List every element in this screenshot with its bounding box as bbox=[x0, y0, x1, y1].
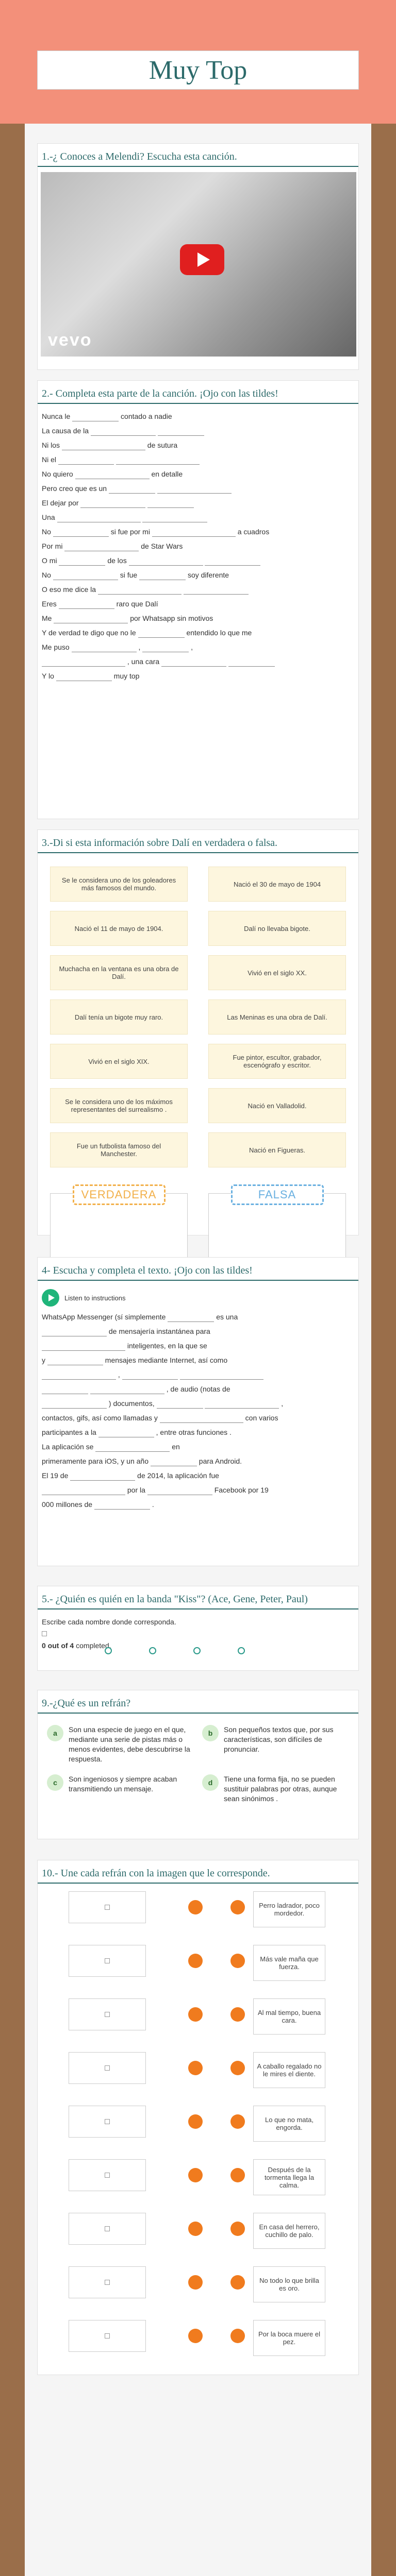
option-letter: a bbox=[47, 1725, 63, 1741]
line-text: primeramente para iOS, y un año bbox=[42, 1457, 148, 1465]
line-text: si fue por mi bbox=[110, 528, 150, 536]
line-text: para Android. bbox=[199, 1457, 242, 1465]
fill-line bbox=[38, 1353, 358, 1367]
line-text: Y lo bbox=[42, 672, 54, 680]
line-text: , bbox=[118, 1370, 120, 1379]
header-banner bbox=[0, 0, 396, 124]
line-text: , bbox=[191, 643, 193, 651]
fill-line bbox=[38, 611, 358, 625]
fill-line bbox=[38, 423, 358, 438]
fill-line bbox=[38, 625, 358, 640]
line-text: Facebook por 19 bbox=[214, 1486, 269, 1494]
title-box bbox=[37, 50, 359, 90]
line-text: O mi bbox=[42, 556, 57, 565]
line-text: Nunca le bbox=[42, 412, 71, 420]
line-text: de 2014, la aplicación fue bbox=[137, 1471, 219, 1480]
proverb-box[interactable]: Más vale maña que fuerza. bbox=[253, 1945, 325, 1981]
blank-input[interactable] bbox=[139, 573, 186, 580]
match-dot[interactable] bbox=[230, 2114, 245, 2129]
worksheet bbox=[25, 124, 371, 2576]
section-heading: 4- Escucha y completa el texto. ¡Ojo con las tildes! bbox=[38, 1258, 358, 1281]
play-icon[interactable] bbox=[180, 244, 224, 275]
line-text: 000 millones de bbox=[42, 1500, 93, 1509]
line-text: Y de verdad te digo que no le bbox=[42, 629, 136, 637]
fill-line bbox=[38, 481, 358, 496]
statement-card[interactable]: Muchacha en la ventana es una obra de Dalí. bbox=[50, 955, 188, 990]
statement-cards bbox=[38, 858, 358, 1176]
line-text: No bbox=[42, 571, 51, 579]
fill-line bbox=[38, 1396, 358, 1411]
blank-input[interactable] bbox=[109, 486, 155, 494]
section-heading: 9.-¿Qué es un refrán? bbox=[38, 1690, 358, 1714]
blank-input[interactable] bbox=[53, 573, 118, 580]
match-dot[interactable] bbox=[188, 2329, 203, 2343]
image-box[interactable] bbox=[69, 2106, 146, 2138]
option-text: Son una especie de juego en el que, mediante una serie de pistas más o menos evidentes, debe descubrirse la respuesta. bbox=[69, 1725, 190, 1763]
match-dot[interactable] bbox=[230, 1954, 245, 1968]
radio-2[interactable] bbox=[149, 1647, 156, 1654]
line-text: , entre otras funciones . bbox=[156, 1428, 232, 1436]
blank-input[interactable] bbox=[56, 674, 112, 681]
proverb-box[interactable]: Después de la tormenta llega la calma. bbox=[253, 2159, 325, 2195]
section-3 bbox=[37, 829, 359, 1235]
blank-input[interactable] bbox=[147, 501, 194, 508]
fill-line bbox=[38, 524, 358, 539]
statement-card[interactable]: Nació el 30 de mayo de 1904 bbox=[208, 867, 346, 902]
line-text: No quiero bbox=[42, 470, 73, 478]
page-title: Muy Top bbox=[148, 55, 248, 85]
vevo-logo: vevo bbox=[48, 330, 92, 350]
option-text: Son pequeños textos que, por sus características, son difíciles de pronunciar. bbox=[224, 1725, 334, 1753]
broken-image-icon bbox=[38, 1629, 358, 1638]
section-9 bbox=[37, 1690, 359, 1839]
match-dot[interactable] bbox=[230, 2222, 245, 2236]
fill-line bbox=[38, 452, 358, 467]
line-text: raro que Dalí bbox=[116, 600, 158, 608]
option-letter: b bbox=[202, 1725, 219, 1741]
line-text: WhatsApp Messenger (sí simplemente bbox=[42, 1313, 166, 1321]
blank-input[interactable] bbox=[157, 1401, 203, 1409]
image-box[interactable] bbox=[69, 1998, 146, 2030]
fill-line bbox=[38, 539, 358, 553]
line-text: No bbox=[42, 528, 51, 536]
fill-line bbox=[38, 553, 358, 568]
statement-card[interactable]: Vivió en el siglo XX. bbox=[208, 955, 346, 990]
line-text: en bbox=[172, 1443, 180, 1451]
section-heading: 5.- ¿Quién es quién en la banda "Kiss"? (Ace, Gene, Peter, Paul) bbox=[38, 1586, 358, 1609]
broken-image-icon bbox=[105, 2333, 110, 2338]
fill-line bbox=[38, 438, 358, 452]
score-tail: completed. bbox=[74, 1641, 111, 1650]
match-dot[interactable] bbox=[188, 1954, 203, 1968]
line-text: a cuadros bbox=[237, 528, 270, 536]
match-dot[interactable] bbox=[230, 2329, 245, 2343]
fill-line bbox=[38, 597, 358, 611]
statement-card[interactable]: Nació en Figueras. bbox=[208, 1132, 346, 1167]
match-dot[interactable] bbox=[188, 2168, 203, 2182]
whatsapp-fill-in bbox=[38, 1310, 358, 1512]
section-10 bbox=[37, 1860, 359, 2375]
blank-input[interactable] bbox=[80, 501, 145, 508]
fill-line bbox=[38, 1324, 358, 1338]
broken-image-icon bbox=[105, 2280, 110, 2285]
line-text: Me bbox=[42, 614, 52, 622]
line-text: La causa de la bbox=[42, 427, 89, 435]
image-box[interactable] bbox=[69, 1945, 146, 1977]
broken-image-icon bbox=[105, 2119, 110, 2124]
listen-button[interactable] bbox=[38, 1286, 358, 1310]
section-5 bbox=[37, 1586, 359, 1671]
line-text: Ni los bbox=[42, 441, 60, 449]
blank-input[interactable] bbox=[95, 1445, 170, 1452]
blank-input[interactable] bbox=[94, 1502, 150, 1510]
line-text: es una bbox=[216, 1313, 238, 1321]
section-heading: 3.-Di si esta información sobre Dalí en verdadera o falsa. bbox=[38, 830, 358, 853]
statement-card[interactable]: Dalí no llevaba bigote. bbox=[208, 911, 346, 946]
blank-input[interactable] bbox=[72, 645, 137, 652]
blank-input[interactable] bbox=[98, 1430, 154, 1437]
false-label: FALSA bbox=[231, 1184, 324, 1205]
line-text: contado a nadie bbox=[121, 412, 172, 420]
line-text: por la bbox=[127, 1486, 145, 1494]
blank-input[interactable] bbox=[157, 486, 232, 494]
blank-input[interactable] bbox=[42, 1329, 107, 1336]
fill-line bbox=[38, 1425, 358, 1439]
options-grid bbox=[38, 1719, 358, 1810]
instruction: Escribe cada nombre donde corresponda. bbox=[42, 1618, 176, 1626]
statement-card[interactable]: Nació en Valladolid. bbox=[208, 1088, 346, 1123]
blank-input[interactable] bbox=[116, 457, 200, 465]
line-text: en detalle bbox=[151, 470, 183, 478]
fill-line bbox=[38, 1468, 358, 1483]
statement-card[interactable]: Se le considera uno de los goleadores más famosos del mundo. bbox=[50, 867, 188, 902]
blank-input[interactable] bbox=[129, 558, 203, 566]
match-dot[interactable] bbox=[188, 2061, 203, 2075]
image-box[interactable] bbox=[69, 1891, 146, 1923]
blank-input[interactable] bbox=[42, 1488, 125, 1495]
blank-input[interactable] bbox=[62, 443, 145, 450]
statement-card[interactable]: Vivió en el siglo XIX. bbox=[50, 1044, 188, 1079]
blank-input[interactable] bbox=[90, 1387, 164, 1394]
line-text: . bbox=[152, 1500, 154, 1509]
blank-input[interactable] bbox=[205, 1401, 279, 1409]
fill-line bbox=[38, 1497, 358, 1512]
proverb-box[interactable]: Lo que no mata, engorda. bbox=[253, 2106, 325, 2142]
line-text: contactos, gifs, así como llamadas y bbox=[42, 1414, 158, 1422]
line-text: ) documentos, bbox=[108, 1399, 155, 1408]
blank-input[interactable] bbox=[53, 530, 109, 537]
line-text: con varios bbox=[245, 1414, 278, 1422]
line-text: soy diferente bbox=[187, 571, 229, 579]
option-letter: d bbox=[202, 1774, 219, 1791]
blank-input[interactable] bbox=[72, 414, 119, 421]
fill-line bbox=[38, 1338, 358, 1353]
line-text: de los bbox=[107, 556, 127, 565]
blank-input[interactable] bbox=[180, 1372, 263, 1380]
line-text: Me puso bbox=[42, 643, 70, 651]
line-text: de sutura bbox=[147, 441, 178, 449]
proverb-box[interactable]: A caballo regalado no le mires el diente. bbox=[253, 2052, 325, 2088]
section-1 bbox=[37, 143, 359, 370]
line-text: , de audio (notas de bbox=[166, 1385, 230, 1393]
fill-line bbox=[38, 496, 358, 510]
blank-input[interactable] bbox=[75, 472, 150, 479]
blank-input[interactable] bbox=[42, 1401, 107, 1409]
line-text: Por mi bbox=[42, 542, 63, 550]
fill-line bbox=[38, 1367, 358, 1382]
fill-line bbox=[38, 1411, 358, 1425]
option-letter: c bbox=[47, 1774, 63, 1791]
statement-card[interactable]: Las Meninas es una obra de Dalí. bbox=[208, 999, 346, 1035]
play-icon[interactable] bbox=[42, 1289, 59, 1307]
line-text: , bbox=[138, 643, 141, 651]
blank-input[interactable] bbox=[57, 515, 141, 522]
blank-input[interactable] bbox=[152, 530, 236, 537]
blank-input[interactable] bbox=[142, 515, 207, 522]
blank-input[interactable] bbox=[91, 429, 156, 436]
option-text: Tiene una forma fija, no se pueden sustituir palabras por otras, aunque sean sinónimos . bbox=[224, 1775, 337, 1803]
fill-line bbox=[38, 510, 358, 524]
blank-input[interactable] bbox=[42, 1387, 88, 1394]
blank-input[interactable] bbox=[151, 1459, 197, 1466]
statement-card[interactable]: Fue un futbolista famoso del Manchester. bbox=[50, 1132, 188, 1167]
option-item[interactable] bbox=[202, 1774, 349, 1804]
line-text: de Star Wars bbox=[141, 542, 183, 550]
blank-input[interactable] bbox=[98, 587, 182, 595]
blank-input[interactable] bbox=[160, 1416, 243, 1423]
broken-image-icon bbox=[105, 1905, 110, 1910]
broken-image-icon bbox=[105, 2226, 110, 2231]
blank-input[interactable] bbox=[42, 1344, 125, 1351]
section-2 bbox=[37, 380, 359, 819]
radio-4[interactable] bbox=[238, 1647, 245, 1654]
fill-line bbox=[38, 1439, 358, 1454]
blank-input[interactable] bbox=[138, 631, 185, 638]
section-heading: 2.- Completa esta parte de la canción. ¡Ojo con las tildes! bbox=[38, 381, 358, 404]
statement-card[interactable]: Se le considera uno de los máximos representantes del surrealismo . bbox=[50, 1088, 188, 1123]
line-text: si fue bbox=[120, 571, 138, 579]
option-item[interactable] bbox=[47, 1725, 194, 1764]
fill-line bbox=[38, 640, 358, 654]
proverb-box[interactable]: Por la boca muere el pez. bbox=[253, 2320, 325, 2356]
image-box[interactable] bbox=[69, 2213, 146, 2245]
blank-input[interactable] bbox=[228, 659, 275, 667]
line-text: entendido lo que me bbox=[186, 629, 252, 637]
radio-1[interactable] bbox=[105, 1647, 112, 1654]
statement-card[interactable]: Nació el 11 de mayo de 1904. bbox=[50, 911, 188, 946]
match-dot[interactable] bbox=[188, 1900, 203, 1914]
match-dot[interactable] bbox=[188, 2222, 203, 2236]
blank-input[interactable] bbox=[64, 544, 139, 551]
lyrics-fill-in bbox=[38, 409, 358, 683]
blank-input[interactable] bbox=[70, 1473, 135, 1481]
match-dot[interactable] bbox=[230, 2275, 245, 2290]
match-dot[interactable] bbox=[230, 2168, 245, 2182]
blank-input[interactable] bbox=[54, 616, 128, 623]
statement-card[interactable]: Dalí tenía un bigote muy raro. bbox=[50, 999, 188, 1035]
match-dot[interactable] bbox=[230, 2007, 245, 2022]
broken-image-icon bbox=[105, 1958, 110, 1963]
line-text: de mensajería instantánea para bbox=[108, 1327, 210, 1335]
blank-input[interactable] bbox=[168, 1315, 214, 1322]
video-player[interactable] bbox=[41, 172, 356, 357]
line-text: mensajes mediante Internet, así como bbox=[105, 1356, 228, 1364]
blank-input[interactable] bbox=[47, 1358, 103, 1365]
true-label: VERDADERA bbox=[73, 1184, 166, 1205]
line-text: Eres bbox=[42, 600, 57, 608]
option-item[interactable] bbox=[202, 1725, 349, 1764]
option-text: Son ingeniosos y siempre acaban transmitiendo un mensaje. bbox=[69, 1775, 177, 1793]
listen-label: Listen to instructions bbox=[64, 1294, 126, 1302]
fill-line bbox=[38, 1382, 358, 1396]
match-dot[interactable] bbox=[188, 2114, 203, 2129]
image-box[interactable] bbox=[69, 2320, 146, 2352]
image-box[interactable] bbox=[69, 2159, 146, 2191]
line-text: , una cara bbox=[127, 657, 160, 666]
proverb-box[interactable]: Al mal tiempo, buena cara. bbox=[253, 1998, 325, 2035]
fill-line bbox=[38, 1310, 358, 1324]
line-text: Pero creo que es un bbox=[42, 484, 107, 493]
line-text: O eso me dice la bbox=[42, 585, 96, 594]
fill-line bbox=[38, 1454, 358, 1468]
proverb-box[interactable]: En casa del herrero, cuchillo de palo. bbox=[253, 2213, 325, 2249]
blank-input[interactable] bbox=[42, 1372, 116, 1380]
line-text: Ni el bbox=[42, 455, 57, 464]
blank-input[interactable] bbox=[142, 645, 189, 652]
line-text: muy top bbox=[113, 672, 140, 680]
section-heading: 1.-¿ Conoces a Melendi? Escucha esta canción. bbox=[38, 144, 358, 167]
match-dot[interactable] bbox=[230, 1900, 245, 1914]
fill-line bbox=[38, 568, 358, 582]
blank-input[interactable] bbox=[122, 1372, 178, 1380]
broken-image-icon bbox=[105, 2173, 110, 2178]
line-text: La aplicación se bbox=[42, 1443, 94, 1451]
match-dot[interactable] bbox=[230, 2061, 245, 2075]
blank-input[interactable] bbox=[161, 659, 226, 667]
blank-input[interactable] bbox=[184, 587, 249, 595]
proverb-box[interactable]: Perro ladrador, poco mordedor. bbox=[253, 1891, 325, 1927]
broken-image-icon bbox=[105, 2065, 110, 2071]
line-text: por Whatsapp sin motivos bbox=[130, 614, 213, 622]
statement-card[interactable]: Fue pintor, escultor, grabador, escenógrafo y escritor. bbox=[208, 1044, 346, 1079]
section-heading: 10.- Une cada refrán con la imagen que le corresponde. bbox=[38, 1860, 358, 1884]
blank-input[interactable] bbox=[42, 659, 125, 667]
fill-line bbox=[38, 654, 358, 669]
fill-line bbox=[38, 669, 358, 683]
line-text: y bbox=[42, 1356, 45, 1364]
blank-input[interactable] bbox=[158, 429, 204, 436]
fill-line bbox=[38, 582, 358, 597]
line-text: , bbox=[281, 1399, 284, 1408]
line-text: El 19 de bbox=[42, 1471, 69, 1480]
broken-image-icon bbox=[105, 2012, 110, 2017]
line-text: Una bbox=[42, 513, 55, 521]
match-dot[interactable] bbox=[188, 2007, 203, 2022]
radio-3[interactable] bbox=[193, 1647, 201, 1654]
fill-line bbox=[38, 409, 358, 423]
fill-line bbox=[38, 1483, 358, 1497]
score: 0 out of 4 bbox=[42, 1641, 74, 1650]
image-box[interactable] bbox=[69, 2052, 146, 2084]
blank-input[interactable] bbox=[205, 558, 260, 566]
blank-input[interactable] bbox=[59, 558, 105, 566]
line-text: inteligentes, en la que se bbox=[127, 1342, 207, 1350]
line-text: participantes a la bbox=[42, 1428, 96, 1436]
fill-line bbox=[38, 467, 358, 481]
section-4 bbox=[37, 1257, 359, 1566]
match-dot[interactable] bbox=[188, 2275, 203, 2290]
blank-input[interactable] bbox=[59, 602, 114, 609]
blank-input[interactable] bbox=[58, 457, 114, 465]
option-item[interactable] bbox=[47, 1774, 194, 1804]
image-box[interactable] bbox=[69, 2266, 146, 2298]
blank-input[interactable] bbox=[147, 1488, 212, 1495]
proverb-box[interactable]: No todo lo que brilla es oro. bbox=[253, 2266, 325, 2302]
line-text: El dejar por bbox=[42, 499, 79, 507]
